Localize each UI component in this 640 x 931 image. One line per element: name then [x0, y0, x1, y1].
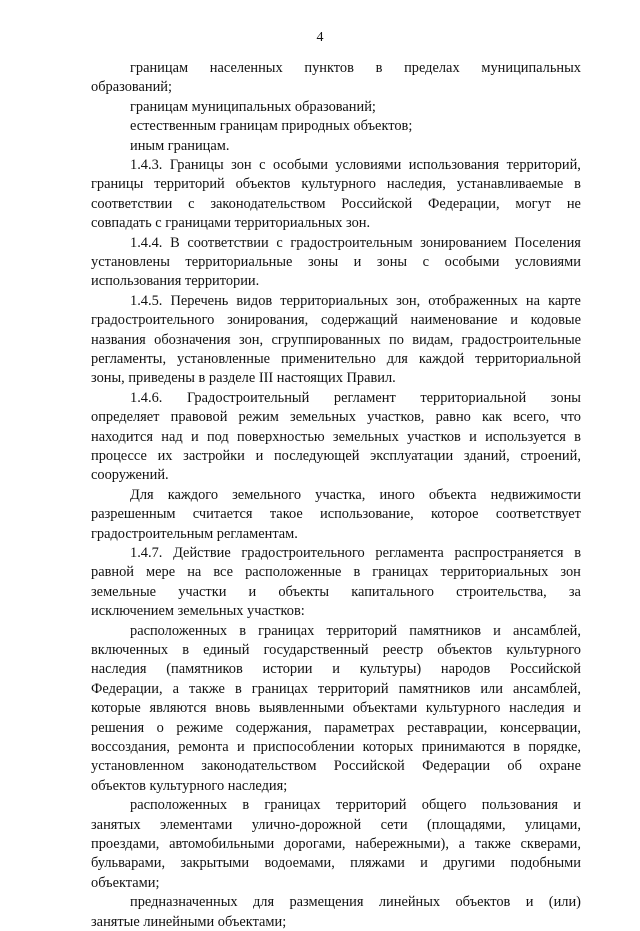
text-line: процессе их застройки и последующей эксплуатации зданий, строений, [91, 448, 581, 464]
text-line: расположенных в границах территорий общего пользования и [130, 797, 581, 814]
text-line: находится над и под поверхностью земельных участков и используется в [91, 428, 581, 445]
text-line: объектами; [91, 874, 160, 891]
text-line: границам муниципальных образований; [130, 98, 376, 115]
text-line: установлены территориальные зоны и зоны с особыми условиями [91, 254, 581, 270]
text-line: включенных в единый государственный реестр объектов культурного [91, 642, 581, 658]
page-number: 4 [316, 30, 324, 45]
text-line: 1.4.6. Градостроительный регламент территориальной зоны [130, 389, 581, 406]
text-line: 1.4.5. Перечень видов территориальных зон, отображенных на карте [130, 292, 581, 309]
text-line: естественным границам природных объектов; [130, 118, 413, 135]
text-line: градостроительным регламентам. [91, 525, 298, 542]
text-line: расположенных в границах территорий памятников и ансамблей, [130, 622, 581, 639]
text-line: 1.4.7. Действие градостроительного регламента распространяется в [130, 545, 581, 561]
text-line: сооружений. [91, 467, 169, 484]
text-line: Для каждого земельного участка, иного объекта недвижимости [130, 486, 581, 503]
text-line: занятые линейными объектами; [91, 913, 287, 930]
text-line: земельные участки и объекты капитального строительства, за [91, 583, 581, 600]
text-line: зоны, приведены в разделе III настоящих Правил. [91, 370, 396, 387]
text-line: наследия (памятников истории и культуры) народов Российской [91, 661, 581, 678]
text-line: совпадать с границами территориальных зон. [91, 215, 371, 232]
text-line: границы территорий объектов культурного наследия, устанавливаемые в [91, 176, 581, 193]
text-line: исключением земельных участков: [91, 603, 305, 620]
text-line: разрешенным считается такое использование, которое соответствует [91, 506, 581, 523]
text-line: которые являются вновь выявленными объектами культурного наследия и [91, 700, 581, 717]
text-line: использования территории. [91, 273, 260, 290]
text-line: названия обозначения зон, сгруппированных по видам, градостроительные [91, 331, 581, 348]
text-line: равной мере на все расположенные в границах территориальных зон [91, 564, 581, 581]
text-line: объектов культурного наследия; [91, 777, 288, 794]
text-line: занятых элементами улично-дорожной сети (площадями, улицами, [91, 816, 581, 833]
text-line: бульварами, закрытыми водоемами, пляжами и другими подобными [91, 855, 581, 872]
text-line: соответствии с законодательством Российской Федерации, могут не [91, 195, 581, 212]
text-line: предназначенных для размещения линейных объектов и (или) [130, 894, 581, 911]
text-line: проездами, автомобильными дорогами, набережными), а также скверами, [91, 836, 581, 852]
text-line: градостроительного зонирования, содержащий наименование и кодовые [91, 312, 581, 329]
text-line: решения о режиме содержания, параметрах реставрации, консервации, [91, 719, 581, 736]
text-line: воссоздания, ремонта и приспособлении которых принимаются в порядке, [91, 739, 581, 755]
text-line: иным границам. [130, 137, 230, 154]
text-line: 1.4.3. Границы зон с особыми условиями использования территорий, [130, 157, 581, 173]
text-line: установленном законодательством Российской Федерации об охране [91, 758, 581, 775]
text-line: Федерации, а также в границах территорий памятников или ансамблей, [91, 680, 581, 697]
text-line: 1.4.4. В соответствии с градостроительным зонированием Поселения [130, 234, 581, 251]
text-line: границам населенных пунктов в пределах муниципальных [130, 60, 581, 76]
text-line: образований; [91, 79, 172, 96]
text-line: регламенты, установленные применительно для каждой территориальной [91, 351, 581, 367]
text-line: определяет правовой режим земельных участков, равно как всего, что [91, 409, 581, 426]
